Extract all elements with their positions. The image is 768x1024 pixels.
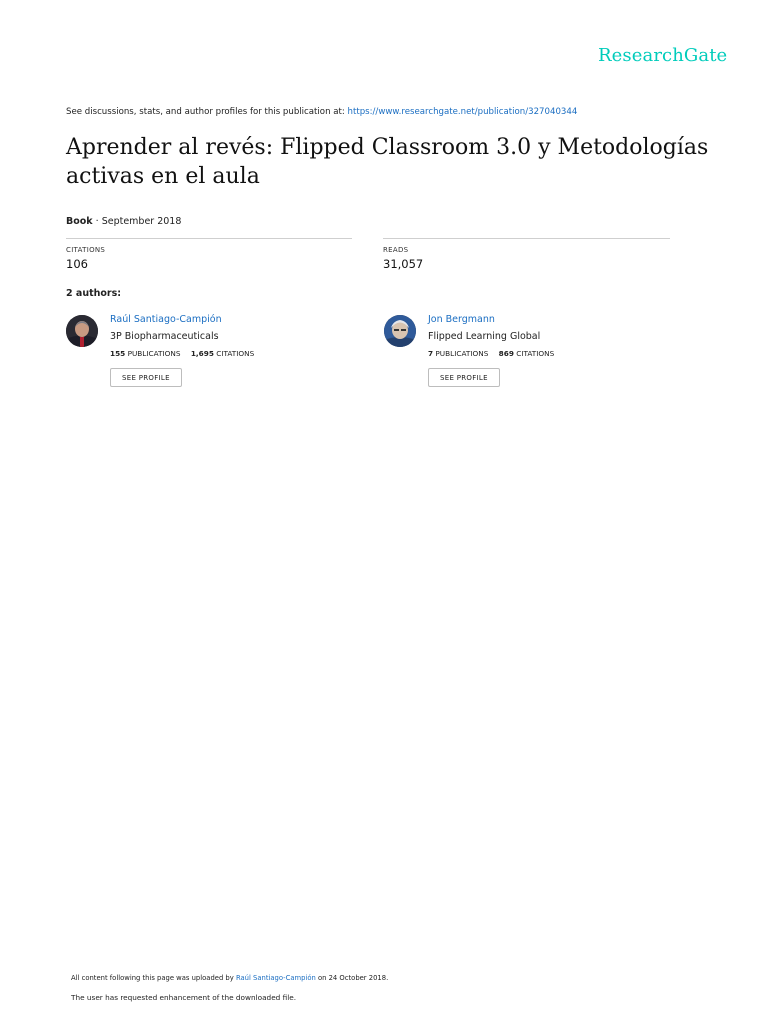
citations-label: CITATIONS xyxy=(216,349,255,358)
meta-separator: · xyxy=(92,216,102,227)
citations-label: CITATIONS xyxy=(66,246,106,254)
discussion-prefix: See discussions, stats, and author profiles for this publication at: xyxy=(66,107,345,117)
author-card xyxy=(66,314,366,394)
publications-count: 7 xyxy=(428,349,434,358)
citations-count: 869 xyxy=(498,349,514,358)
author-institution: Flipped Learning Global xyxy=(428,331,541,342)
publication-link[interactable]: https://www.researchgate.net/publication/327040344 xyxy=(347,107,578,117)
citations-count: 1,695 xyxy=(190,349,214,358)
avatar[interactable] xyxy=(384,315,416,347)
author-photo xyxy=(384,315,416,347)
uploader-link[interactable]: Raúl Santiago-Campión xyxy=(235,974,316,982)
author-counts xyxy=(428,349,554,358)
see-profile-button[interactable]: SEE PROFILE xyxy=(110,368,182,387)
publication-date: September 2018 xyxy=(101,216,182,227)
publication-title: Aprender al revés: Flipped Classroom 3.0 y Metodologías activas en el aula xyxy=(66,135,709,189)
see-profile-button[interactable]: SEE PROFILE xyxy=(428,368,500,387)
author-counts xyxy=(110,349,254,358)
publications-label: PUBLICATIONS xyxy=(435,349,489,358)
author-institution: 3P Biopharmaceuticals xyxy=(110,331,219,342)
researchgate-logo[interactable]: ResearchGate xyxy=(598,45,728,66)
author-name-link[interactable]: Raúl Santiago-Campión xyxy=(110,314,222,325)
discussion-line xyxy=(66,107,577,117)
enhancement-note: The user has requested enhancement of the downloaded file. xyxy=(71,993,297,1002)
reads-value: 31,057 xyxy=(383,257,424,271)
publication-meta xyxy=(66,216,181,227)
citations-stat xyxy=(66,238,352,271)
authors-heading: 2 authors: xyxy=(66,288,122,299)
publication-type: Book xyxy=(66,216,93,227)
reads-stat xyxy=(383,238,670,271)
reads-label: READS xyxy=(383,246,409,254)
author-name-link[interactable]: Jon Bergmann xyxy=(428,314,495,325)
author-card xyxy=(384,314,684,394)
citations-value: 106 xyxy=(66,257,88,271)
publications-label: PUBLICATIONS xyxy=(127,349,181,358)
publications-count: 155 xyxy=(110,349,126,358)
upload-prefix: All content following this page was uploaded by xyxy=(71,974,234,982)
author-photo xyxy=(66,315,98,347)
upload-suffix: on 24 October 2018. xyxy=(317,974,389,982)
upload-note xyxy=(71,974,388,982)
avatar[interactable] xyxy=(66,315,98,347)
citations-label: CITATIONS xyxy=(516,349,555,358)
